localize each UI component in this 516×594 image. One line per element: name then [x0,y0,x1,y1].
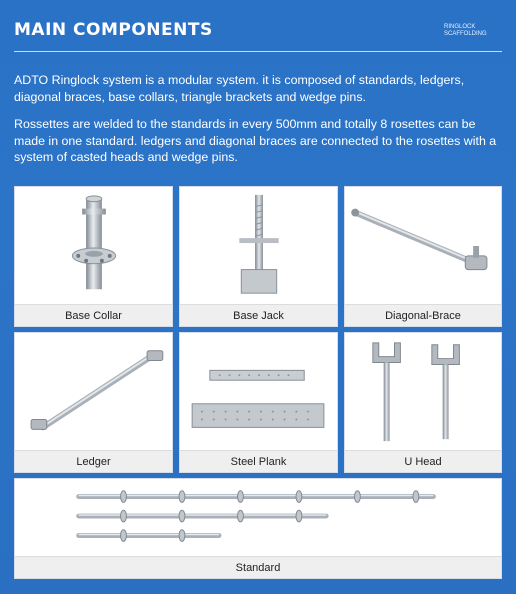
component-card-base-collar[interactable] [14,186,173,327]
component-card-ledger[interactable] [14,332,173,473]
intro-paragraph-2: Rossettes are welded to the standards in every 500mm and totally 8 rosettes can be made in one standard. ledgers and diagonal braces are connected to the rosettes with a system of casted heads and wedge pins. [14,117,497,164]
header-divider [14,51,502,52]
ledger-icon [15,333,172,450]
steel-plank-icon [180,333,337,450]
component-card-standard[interactable] [14,478,502,579]
component-card-base-jack[interactable] [179,186,338,327]
base-jack-icon [180,187,337,304]
component-label: Ledger [15,450,172,472]
component-label: U Head [345,450,501,472]
intro-paragraph-1: ADTO Ringlock system is a modular system. it is composed of standards, ledgers, diagonal braces, base collars, triangle brackets and wedge pins. [14,73,465,104]
header [0,0,516,52]
component-label: Diagonal-Brace [345,304,501,326]
base-collar-icon [15,187,172,304]
page-title: MAIN COMPONENTS [14,20,213,40]
standard-icon [15,479,501,556]
diagonal-brace-icon [345,187,501,304]
component-label: Base Collar [15,304,172,326]
component-label: Base Jack [180,304,337,326]
page-subtitle: RINGLOCK SCAFFOLDING [444,24,487,37]
component-label: Standard [15,556,501,578]
component-card-u-head[interactable] [344,332,502,473]
component-card-steel-plank[interactable] [179,332,338,473]
component-card-diagonal-brace[interactable] [344,186,502,327]
u-head-icon [345,333,501,450]
component-label: Steel Plank [180,450,337,472]
